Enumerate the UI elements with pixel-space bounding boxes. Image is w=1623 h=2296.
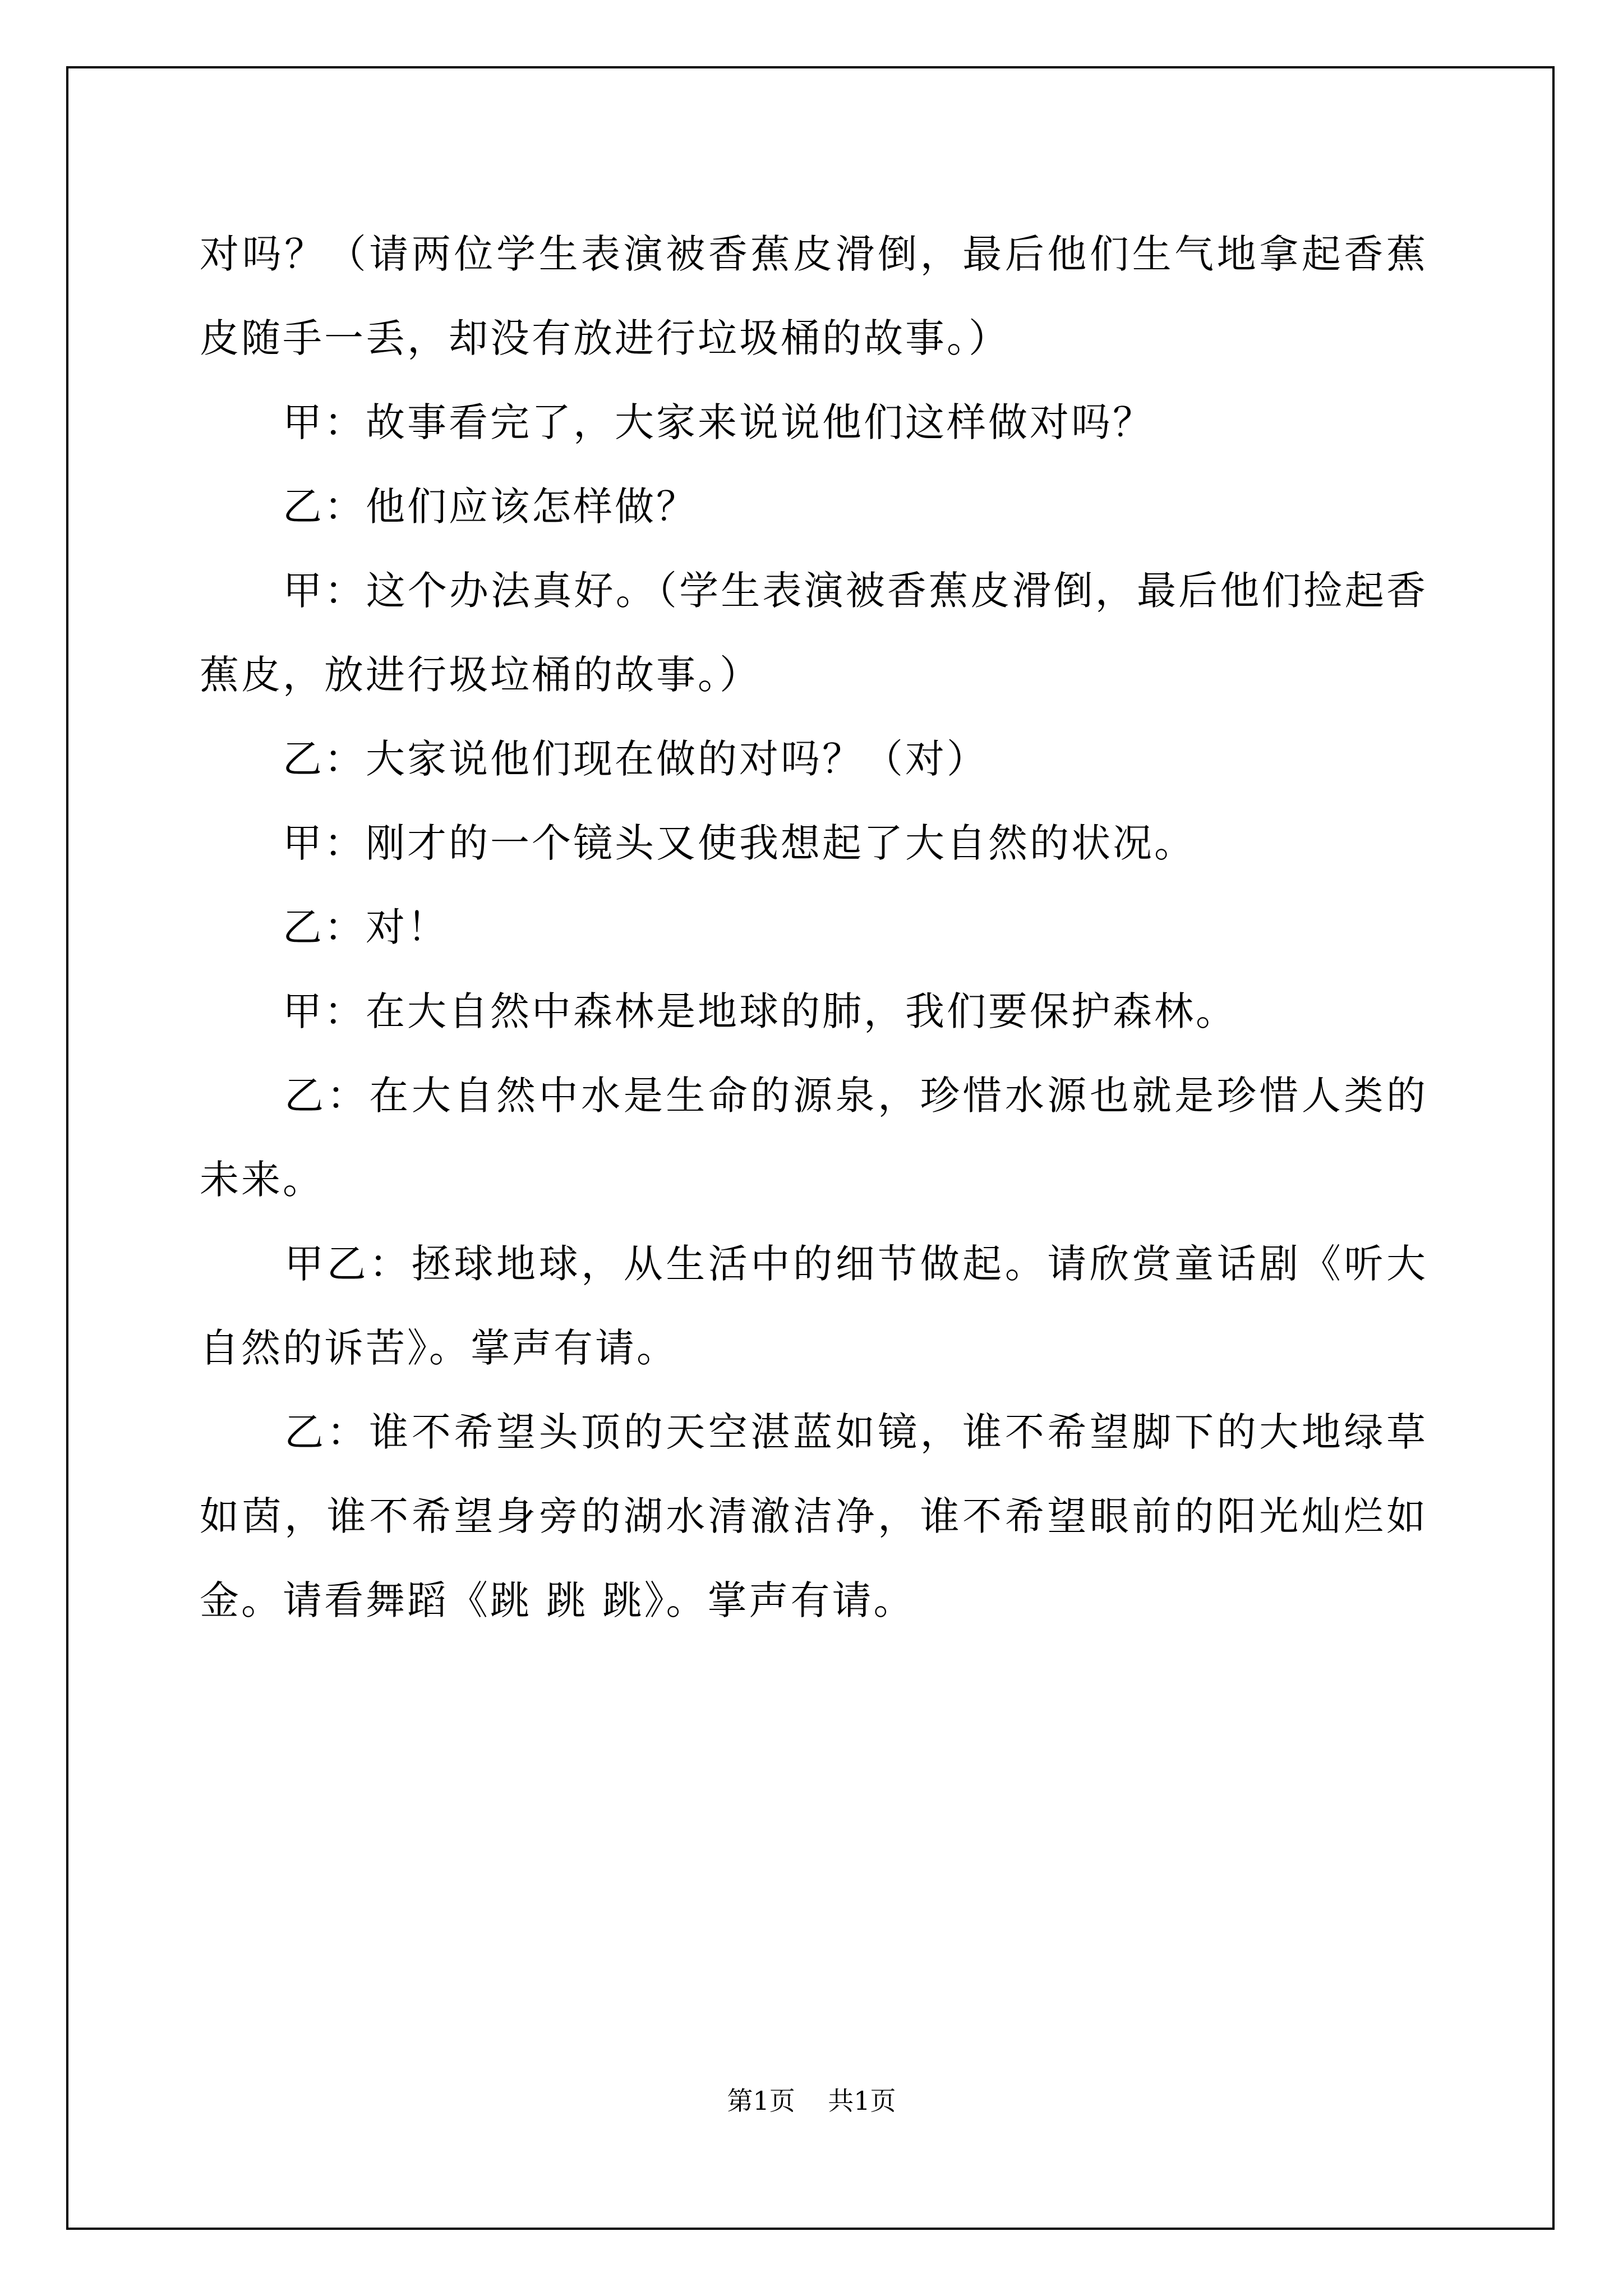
paragraph: 甲：刚才的一个镜头又使我想起了大自然的状况。: [200, 820, 1196, 866]
paragraph: 乙：大家说他们现在做的对吗？（对）: [200, 736, 988, 782]
paragraph: 对吗？（请两位学生表演被香蕉皮滑倒，最后他们生气地拿起香蕉皮随手一丢，却没有放进行垃圾桶的故事。）: [200, 231, 1428, 361]
document-body: [200, 212, 1428, 1642]
paragraph: 甲：在大自然中森林是地球的肺，我们要保护森林。: [200, 988, 1237, 1034]
page-total: 共1页: [828, 2086, 896, 2116]
page-number: 第1页: [727, 2086, 795, 2116]
paragraph: 甲乙：拯球地球，从生活中的细节做起。请欣赏童话剧《听大自然的诉苦》。掌声有请。: [200, 1241, 1428, 1371]
paragraph: 乙：他们应该怎样做？: [200, 484, 698, 530]
paragraph: 甲：这个办法真好。（学生表演被香蕉皮滑倒，最后他们捡起香蕉皮，放进行圾垃桶的故事。）: [200, 568, 1428, 698]
paragraph: 甲：故事看完了，大家来说说他们这样做对吗？: [200, 399, 1154, 445]
page-footer: [0, 2084, 1623, 2118]
paragraph: 乙：对！: [200, 904, 449, 950]
paragraph: 乙：谁不希望头顶的天空湛蓝如镜，谁不希望脚下的大地绿草如茵，谁不希望身旁的湖水清澈洁净，谁不希望眼前的阳光灿烂如金。请看舞蹈《跳 跳 跳》。掌声有请。: [200, 1409, 1428, 1623]
paragraph: 乙：在大自然中水是生命的源泉，珍惜水源也就是珍惜人类的未来。: [200, 1073, 1428, 1203]
